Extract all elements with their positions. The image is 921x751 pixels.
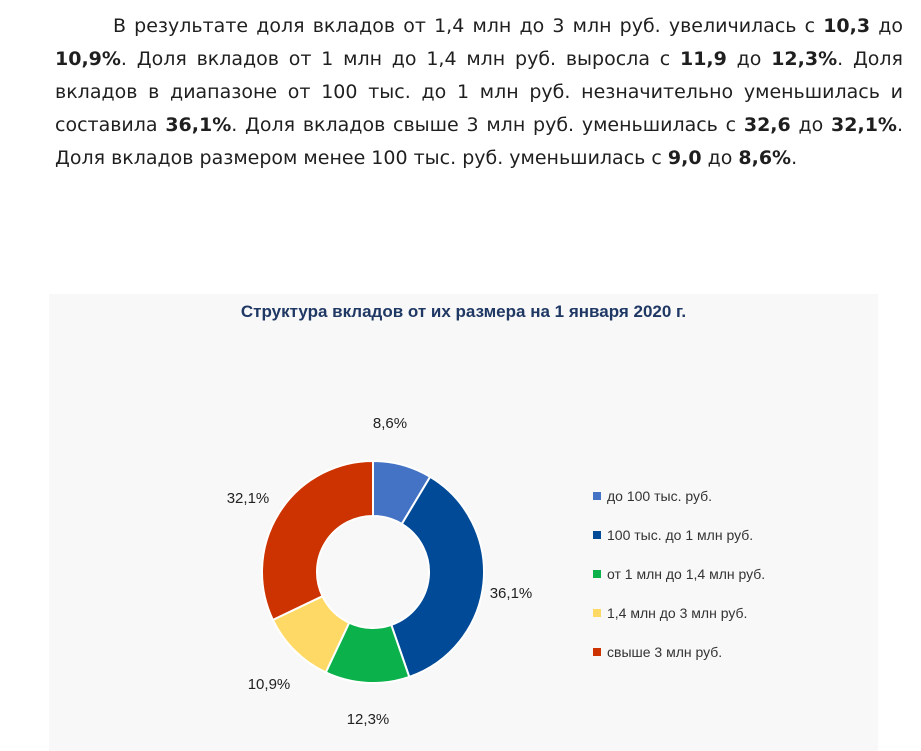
chart-panel (49, 294, 878, 751)
legend-item (593, 593, 765, 632)
paragraph-text: В результате доля вкладов от 1,4 млн до 3 млн руб. увеличилась с (113, 15, 824, 37)
chart-slices (262, 461, 484, 683)
slice-data-label: 36,1% (489, 584, 533, 602)
legend-swatch (593, 609, 601, 617)
legend-swatch (593, 492, 601, 500)
paragraph-number: 32,6 (743, 114, 791, 136)
chart-legend (593, 476, 765, 671)
paragraph-number: 8,6% (738, 147, 792, 169)
legend-item (593, 515, 765, 554)
paragraph-number: 32,1% (831, 114, 897, 136)
paragraph-text: до (790, 114, 832, 136)
legend-label: до 100 тыс. руб. (607, 487, 713, 504)
paragraph-text: . (791, 147, 798, 169)
slice-data-label: 12,3% (346, 710, 390, 728)
legend-label: свыше 3 млн руб. (607, 643, 723, 660)
body-paragraph (55, 10, 903, 175)
chart-title: Структура вкладов от их размера на 1 января 2020 г. (240, 302, 687, 321)
paragraph-number: 36,1% (165, 114, 232, 136)
legend-item (593, 476, 765, 515)
slice-data-label: 10,9% (247, 675, 291, 693)
slice-data-label: 8,6% (372, 414, 408, 432)
legend-swatch (593, 648, 601, 656)
paragraph-text: . Доля вкладов от 1 млн до 1,4 млн руб. выросла с (120, 48, 680, 70)
paragraph-text: до (870, 15, 903, 37)
slice-data-label: 32,1% (226, 489, 270, 507)
paragraph-number: 9,0 (667, 147, 702, 169)
legend-swatch (593, 570, 601, 578)
paragraph-number: 10,9% (55, 48, 121, 70)
paragraph-text: . Доля вкладов размером менее 100 тыс. руб. уменьшилась с (55, 114, 903, 169)
paragraph-text: . Доля вкладов в диапазоне от 100 тыс. до 1 млн руб. незначительно уменьшилась и составила (55, 48, 903, 136)
donut-slice (262, 461, 373, 620)
paragraph-text: до (701, 147, 739, 169)
legend-item (593, 632, 765, 671)
legend-label: от 1 млн до 1,4 млн руб. (607, 565, 766, 582)
paragraph-number: 10,3 (823, 15, 871, 37)
legend-label: 100 тыс. до 1 млн руб. (607, 526, 754, 543)
paragraph-number: 11,9 (679, 48, 727, 70)
paragraph-text: . Доля вкладов свыше 3 млн руб. уменьшилась с (231, 114, 744, 136)
legend-swatch (593, 531, 601, 539)
paragraph-text: до (726, 48, 772, 70)
legend-item (593, 554, 765, 593)
paragraph-number: 12,3% (771, 48, 838, 70)
legend-label: 1,4 млн до 3 млн руб. (607, 604, 748, 621)
